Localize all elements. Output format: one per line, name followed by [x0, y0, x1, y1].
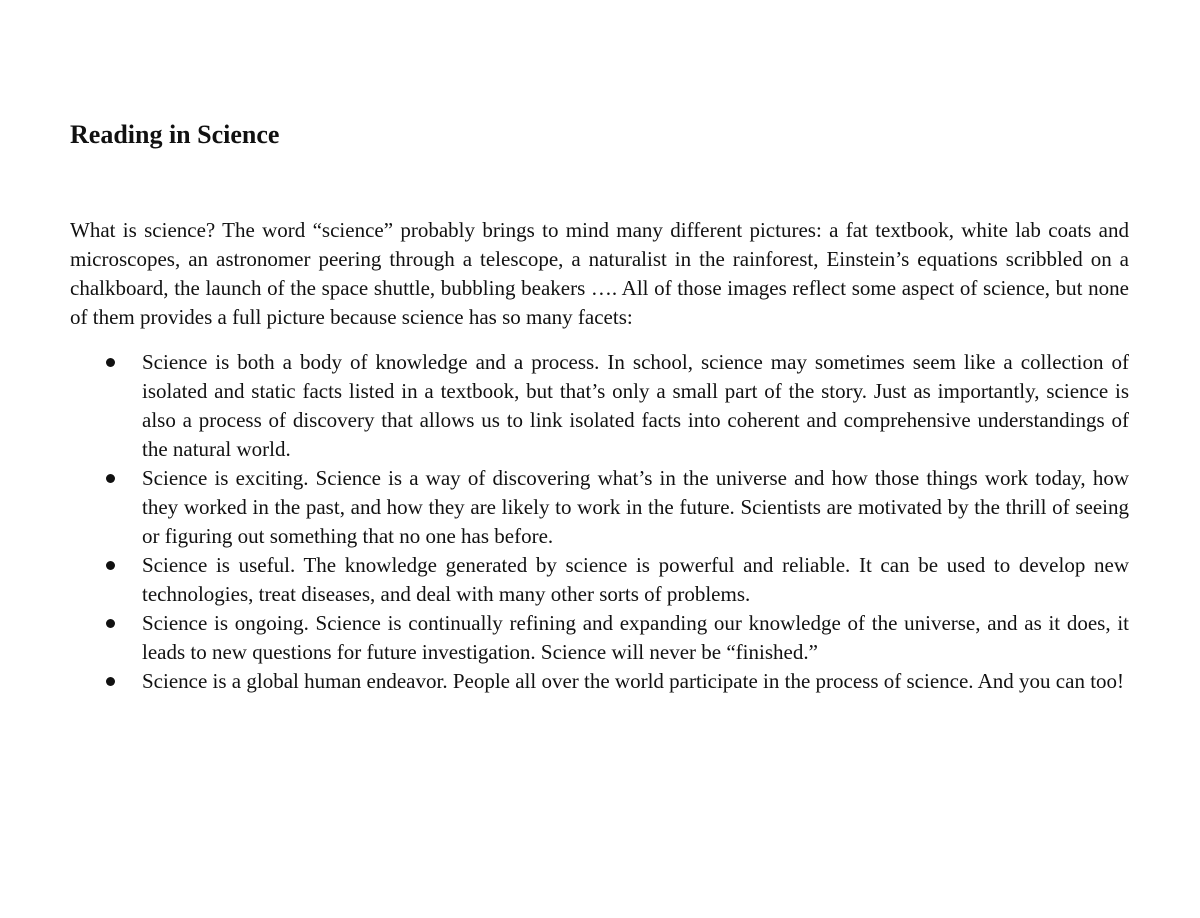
intro-paragraph: What is science? The word “science” probably brings to mind many different pictures: a fat textbook, white lab coats and microscopes, an astronomer peering through a telescope, a naturalist in the rainforest, Einstein’s equations scribbled on a chalkboard, the launch of the space shuttle, bubbling beakers …. All of those images reflect some aspect of science, but none of them provides a full picture because science has so many facets: [70, 218, 1129, 329]
document-page [70, 0, 1129, 918]
bullet-icon [106, 619, 115, 628]
list-item-text: Science is ongoing. Science is continually refining and expanding our knowledge of the universe, and as it does, it leads to new questions for future investigation. Science will never be “finished.” [142, 611, 1129, 664]
document-title: Reading in Science [70, 120, 280, 149]
bullet-icon [106, 474, 115, 483]
list-item-text: Science is exciting. Science is a way of discovering what’s in the universe and how those things work today, how they worked in the past, and how they are likely to work in the future. Scientists are motivated by the thrill of seeing or figuring out something that no one has before. [142, 466, 1129, 548]
list-item-text: Science is both a body of knowledge and a process. In school, science may sometimes seem like a collection of isolated and static facts listed in a textbook, but that’s only a small part of the story. Just as importantly, science is also a process of discovery that allows us to link isolated facts into coherent and comprehensive understandings of the natural world. [142, 350, 1129, 461]
list-item [70, 348, 1129, 464]
list-item [70, 667, 1129, 696]
list-item-text: Science is useful. The knowledge generated by science is powerful and reliable. It can be used to develop new technologies, treat diseases, and deal with many other sorts of problems. [142, 553, 1129, 606]
bullet-icon [106, 561, 115, 570]
bullet-icon [106, 677, 115, 686]
facets-list [70, 348, 1129, 696]
list-item [70, 551, 1129, 609]
list-item [70, 609, 1129, 667]
list-item-text: Science is a global human endeavor. People all over the world participate in the process of science. And you can too! [142, 669, 1125, 693]
bullet-icon [106, 358, 115, 367]
list-item [70, 464, 1129, 551]
